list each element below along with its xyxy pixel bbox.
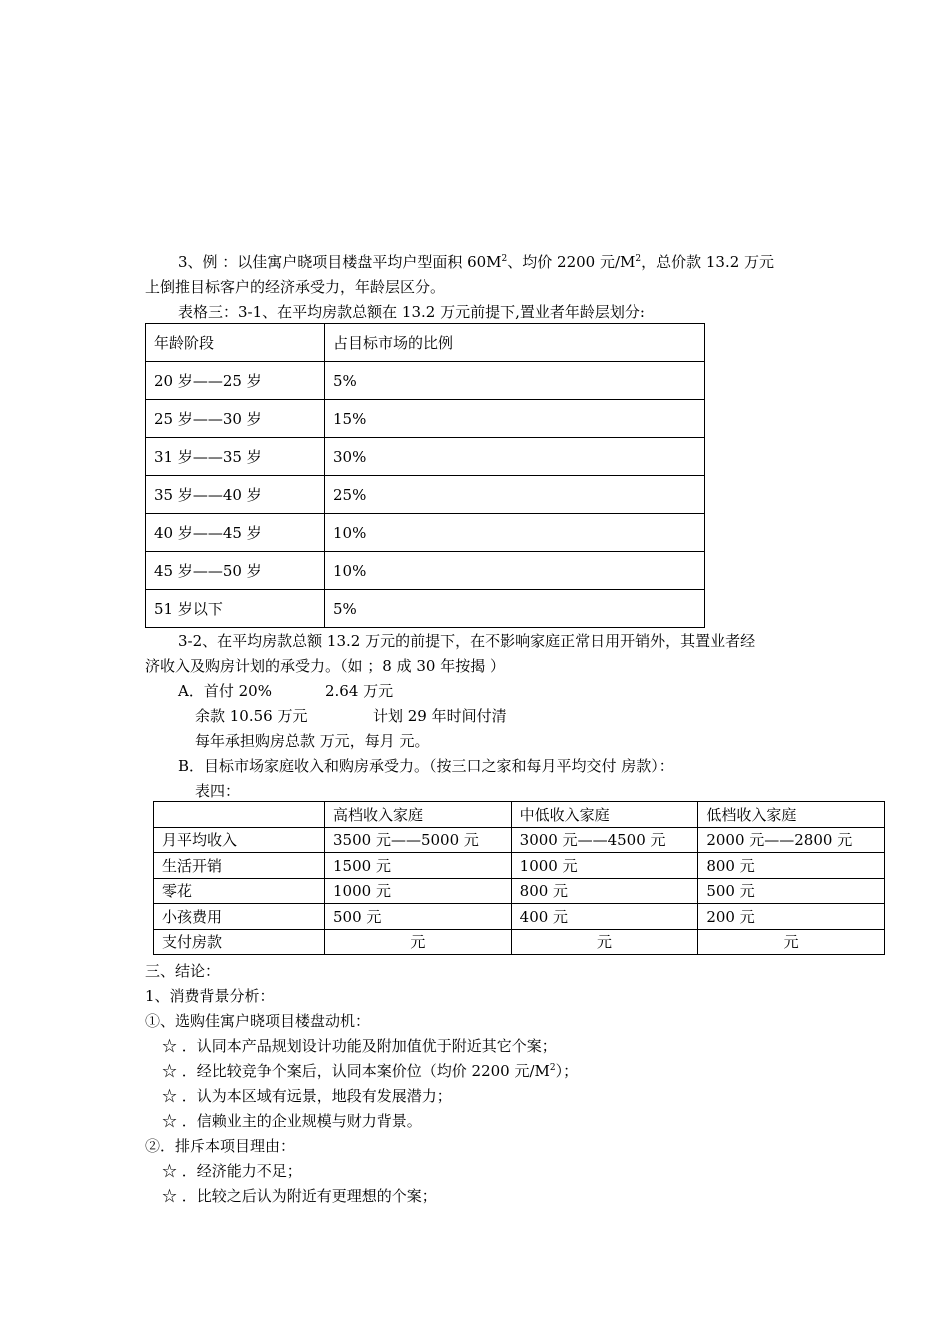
intro-line-2: 上倒推目标客户的经济承受力，年龄层区分。	[145, 278, 446, 296]
table-cell: 200 元	[698, 904, 885, 930]
table-row	[146, 400, 705, 438]
conclusion-heading: 三、结论：	[145, 962, 221, 980]
superscript-2: 2	[635, 254, 642, 264]
table-row	[154, 878, 885, 904]
table-row	[154, 827, 885, 853]
table-cell: 1500 元	[325, 853, 512, 879]
table-row	[146, 590, 705, 628]
intro-text-c: ，总价款 13.2 万元	[641, 253, 775, 271]
table-header-cell: 低档收入家庭	[698, 802, 885, 828]
table-cell: 35 岁——40 岁	[146, 476, 325, 514]
table-row-label: 生活开销	[154, 853, 325, 879]
table-cell: 31 岁——35 岁	[146, 438, 325, 476]
table-cell: 40 岁——45 岁	[146, 514, 325, 552]
income-affordability-table	[153, 801, 885, 955]
section-b-line: B．目标市场家庭收入和购房承受力。（按三口之家和每月平均交付 房款）：	[178, 757, 674, 775]
list-item: ☆ ．认为本区域有远景，地段有发展潜力；	[162, 1087, 452, 1105]
list-item	[162, 1061, 578, 1081]
table-cell: 20 岁——25 岁	[146, 362, 325, 400]
table-cell: 10%	[325, 552, 705, 590]
table-cell: 2000 元——2800 元	[698, 827, 885, 853]
table-row	[146, 362, 705, 400]
section-3-2-line-1: 3-2、在平均房款总额 13.2 万元的前提下，在不影响家庭正常日用开销外，其置业者经	[178, 632, 756, 650]
list-item: ☆ ．经济能力不足；	[162, 1162, 302, 1180]
purchase-motive-heading: ①、选购佳寓户晓项目楼盘动机：	[145, 1012, 371, 1030]
table-cell: 500 元	[325, 904, 512, 930]
section-3-2-line-2: 济收入及购房计划的承受力。（如 ；8 成 30 年按揭 ）	[145, 657, 505, 675]
rejection-reason-heading: ②．排斥本项目理由：	[145, 1137, 296, 1155]
list-item: ☆ ．比较之后认为附近有更理想的个案；	[162, 1187, 437, 1205]
age-distribution-table	[145, 323, 705, 628]
table-row-label: 月平均收入	[154, 827, 325, 853]
table-cell: 1000 元	[325, 878, 512, 904]
table-cell: 元	[698, 929, 885, 955]
annual-payment-line: 每年承担购房总款 万元，每月 元。	[195, 732, 430, 750]
table-cell: 1000 元	[511, 853, 698, 879]
table-cell: 5%	[325, 590, 705, 628]
table-header-row	[146, 324, 705, 362]
list-item-text: ☆ ．经比较竞争个案后，认同本案价位（均价 2200 元/M	[162, 1062, 550, 1080]
table-cell: 25 岁——30 岁	[146, 400, 325, 438]
table-row-label: 支付房款	[154, 929, 325, 955]
table-row	[146, 438, 705, 476]
superscript-2: 2	[501, 254, 508, 264]
table-row-label: 零花	[154, 878, 325, 904]
table-cell: 800 元	[698, 853, 885, 879]
table-header-row	[154, 802, 885, 828]
table-cell: 3500 元——5000 元	[325, 827, 512, 853]
consumer-background-heading: 1、消费背景分析：	[145, 987, 275, 1005]
table-row	[154, 929, 885, 955]
table-row	[154, 853, 885, 879]
remaining-label: 余款 10.56 万元	[195, 707, 308, 725]
table-cell: 10%	[325, 514, 705, 552]
table-cell: 51 岁以下	[146, 590, 325, 628]
table-header-cell: 高档收入家庭	[325, 802, 512, 828]
list-item: ☆ ．信赖业主的企业规模与财力背景。	[162, 1112, 422, 1130]
table-cell: 15%	[325, 400, 705, 438]
table-header-cell	[154, 802, 325, 828]
down-payment-value: 2.64 万元	[325, 682, 394, 700]
table-cell: 元	[325, 929, 512, 955]
table-cell: 30%	[325, 438, 705, 476]
table-cell: 400 元	[511, 904, 698, 930]
superscript-2: 2	[549, 1063, 556, 1073]
intro-text-a: 3、例 ：以佳寓户晓项目楼盘平均户型面积 60M	[178, 253, 502, 271]
table1-caption: 表格三：3-1、在平均房款总额在 13.2 万元前提下,置业者年龄层划分:	[178, 303, 645, 321]
list-item-suffix: ）；	[555, 1062, 579, 1080]
table-cell: 5%	[325, 362, 705, 400]
table-cell: 45 岁——50 岁	[146, 552, 325, 590]
table-row	[146, 552, 705, 590]
table-cell: 元	[511, 929, 698, 955]
table-cell: 800 元	[511, 878, 698, 904]
remaining-plan: 计划 29 年时间付清	[373, 707, 507, 725]
table-header-cell: 占目标市场的比例	[325, 324, 705, 362]
table-cell: 500 元	[698, 878, 885, 904]
table-header-cell: 年龄阶段	[146, 324, 325, 362]
table-cell: 25%	[325, 476, 705, 514]
table-cell: 3000 元——4500 元	[511, 827, 698, 853]
table-row	[154, 904, 885, 930]
table-row	[146, 476, 705, 514]
table-header-cell: 中低收入家庭	[511, 802, 698, 828]
intro-line-1	[178, 252, 774, 272]
table-row-label: 小孩费用	[154, 904, 325, 930]
intro-text-b: 、均价 2200 元/M	[507, 253, 636, 271]
list-item: ☆ ．认同本产品规划设计功能及附加值优于附近其它个案；	[162, 1037, 557, 1055]
table-row	[146, 514, 705, 552]
table4-caption: 表四：	[195, 782, 241, 800]
down-payment-label: A．首付 20%	[178, 682, 272, 700]
